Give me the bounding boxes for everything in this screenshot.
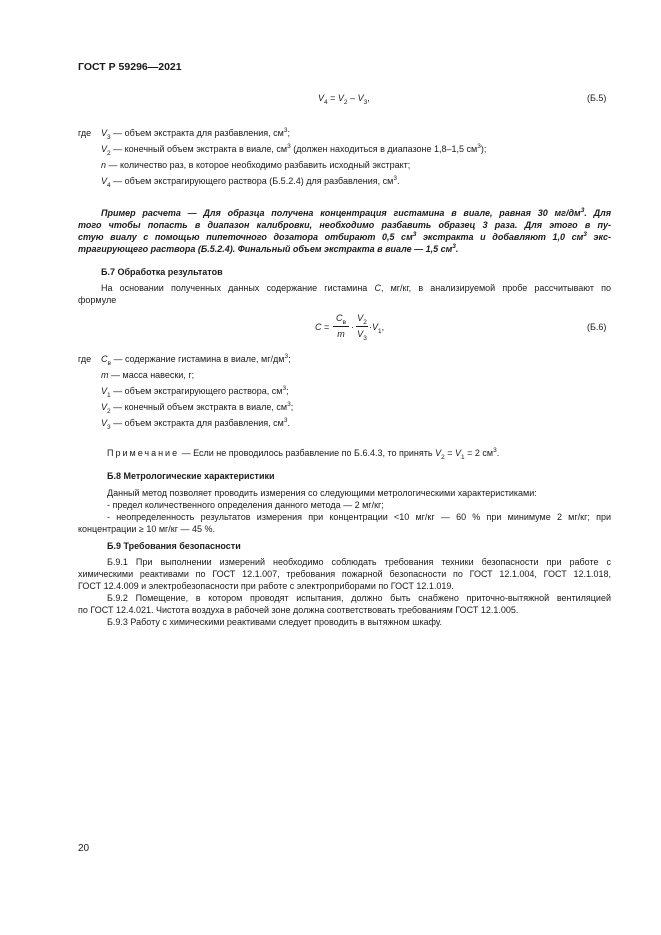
fraction-1-denominator: m	[337, 329, 345, 339]
definitions-lead: где	[78, 128, 92, 138]
b8-list-item: - неопределенность результатов измерения при концентрации <10 мг/кг — 60 % при минимуме 2 мг/кг; при	[107, 512, 611, 522]
b9-paragraph: Б.9.1 При выполнении измерений необходимо соблюдать требования техники безопасности при работе с	[107, 557, 611, 567]
standard-header: ГОСТ Р 59296—2021	[78, 61, 182, 73]
fraction-2-numerator: $V_2$	[357, 313, 367, 326]
b8-list-item: - предел количественного определения данного метода — 2 мг/кг;	[107, 500, 384, 510]
example-line: стую виалу с помощью пипеточного дозатора отбирают 0,5 $см^3$ экстракта и добавляют 1,0 $см^3$ экс-	[78, 231, 612, 242]
page-number: 20	[78, 843, 90, 854]
definition-item: $C_в$ — содержание гистамина в виале, $мг/дм^3$;	[101, 353, 291, 367]
definition-item: $V_3$ — объем экстракта для разбавления, $см^3$;	[101, 127, 290, 141]
note-label: Примечание	[107, 448, 180, 458]
example-line: трагирующего раствора (Б.5.2.4). Финальный объем экстракта в виале — 1,5 $см^3$.	[78, 243, 459, 254]
b9-paragraph-cont: химическими реактивами по ГОСТ 12.1.007, требования пожарной безопасности по ГОСТ 12.1.004, ГОСТ 12.1.018,	[78, 569, 611, 579]
definition-item: m — масса навески, г;	[101, 370, 195, 380]
b9-paragraph: Б.9.3 Работу с химическими реактивами следует проводить в вытяжном шкафу.	[107, 617, 443, 627]
equation-b5: $V_4 = V_2 - V_3$,	[318, 93, 370, 106]
b7-paragraph-cont: формуле	[78, 295, 117, 305]
b7-paragraph: На основании полученных данных содержание гистамина C, мг/кг, в анализируемой пробе рассчитывают по	[101, 283, 611, 293]
section-title-b9: Б.9 Требования безопасности	[107, 541, 241, 551]
definition-item: $V_2$ — конечный объем экстракта в виале, $см^3$ (должен находиться в диапазоне 1,8–1,5 $см^3$);	[101, 143, 487, 157]
definition-item: $V_1$ — объем экстрагирующего раствора, $см^3$;	[101, 385, 289, 399]
fraction-1-bar	[333, 326, 349, 327]
note: Примечание — Если не проводилось разбавление по Б.6.4.3, то принять $V_2 = V_1 = 2$ $см^3$.	[107, 447, 500, 461]
b9-paragraph: Б.9.2 Помещение, в котором проводят испытания, должно быть снабжено приточно-вытяжной вентиляцией	[107, 593, 611, 603]
equation-b5-number: (Б.5)	[587, 93, 607, 103]
section-title-b7: Б.7 Обработка результатов	[101, 267, 223, 277]
document-page: ГОСТ Р 59296—2021 $V_4 = V_2 - V_3$, (Б.5) где $V_3$ — объем экстракта для разбавления, $см^3$; $V_2$ — конечный объем экстракта в виале, $см^3$ (должен находиться в диапазоне 1,8–1,5 $см^3$); n — количество раз, в которое необходимо разбавить исходный экстракт; $V_4$ — объем экстрагирующего раствора (Б.5.2.4) для разбавления, $см^3$. Пример расчета — Для образца получена концентрация гистамина в виале, равная 30 $мг/дм^3$. Для того чтобы попасть в диапазон калибровки, необходимо разбавить образец 3 раза. Для этого в пу- стую виалу с помощью пипеточного дозатора отбирают 0,5 $см^3$ экстракта и добавляют 1,0 $см^3$ экс- трагирующего раствора (Б.5.2.4). Финальный объем экстракта в виале — 1,5 $см^3$. Б.7 Обработка результатов На основании полученных данных содержание гистамина C, мг/кг, в анализируемой пробе рассчитывают по формуле C = $C_в$ m · $V_2$ $V_3$ $\cdot V_1$, (Б.6) где $C_в$ — содержание гистамина в виале, $мг/дм^3$; m — масса навески, г; $V_1$ — объем экстрагирующего раствора, $см^3$; $V_2$ — конечный объем экстракта в виале, $см^3$; $V_3$ — объем экстракта для разбавления, $см^3$. Примечание — Если не проводилось разбавление по Б.6.4.3, то принять $V_2 = V_1 = 2$ $см^3$. Б.8 Метрологические характеристики Данный метод позволяет проводить измерения со следующими метрологическими характеристиками: - предел количественного определения данного метода — 2 мг/кг; - неопределенность результатов измерения при концентрации <10 мг/кг — 60 % при минимуме 2 мг/кг; при концентрации ≥ 10 мг/кг — 45 %. Б.9 Требования безопасности Б.9.1 При выполнении измерений необходимо соблюдать требования техники безопасности при работе с химическими реактивами по ГОСТ 12.1.007, требования пожарной безопасности по ГОСТ 12.1.004, ГОСТ 12.1.018, ГОСТ 12.4.009 и электробезопасности при работе с электроприборами по ГОСТ 12.1.019. Б.9.2 Помещение, в котором проводят испытания, должно быть снабжено приточно-вытяжной вентиляцией по ГОСТ 12.4.021. Чистота воздуха в рабочей зоне должна соответствовать требованиям ГОСТ 12.1.005. Б.9.3 Работу с химическими реактивами следует проводить в вытяжном шкафу. 20	[78, 61, 612, 854]
definition-item: $V_3$ — объем экстракта для разбавления, $см^3$.	[101, 417, 290, 431]
b9-paragraph-cont: ГОСТ 12.4.009 и электробезопасности при работе с электроприборами по ГОСТ 12.1.019.	[78, 581, 454, 591]
example-line: Пример расчета — Для образца получена концентрация гистамина в виале, равная 30 $мг/дм^3$. Для	[101, 207, 611, 218]
definition-item: n — количество раз, в которое необходимо разбавить исходный экстракт;	[101, 160, 411, 170]
definition-item: $V_4$ — объем экстрагирующего раствора (Б.5.2.4) для разбавления, $см^3$.	[101, 175, 400, 189]
section-title-b8: Б.8 Метрологические характеристики	[107, 471, 275, 481]
equation-b6-number: (Б.6)	[587, 322, 607, 332]
definition-item: $V_2$ — конечный объем экстракта в виале, $см^3$;	[101, 401, 294, 415]
b8-paragraph: Данный метод позволяет проводить измерения со следующими метрологическими характеристиками:	[107, 488, 537, 498]
b8-list-item-cont: концентрации ≥ 10 мг/кг — 45 %.	[78, 524, 216, 534]
example-line: того чтобы попасть в диапазон калибровки, необходимо разбавить образец 3 раза. Для этого в пу-	[78, 220, 611, 230]
fraction-2-denominator: $V_3$	[357, 329, 367, 342]
fraction-2-bar	[356, 326, 368, 327]
fraction-1-numerator: $C_в$	[336, 313, 346, 326]
b9-paragraph-cont: по ГОСТ 12.4.021. Чистота воздуха в рабочей зоне должна соответствовать требованиям ГОСТ 12.1.005.	[78, 605, 519, 615]
definitions-lead: где	[78, 354, 92, 364]
